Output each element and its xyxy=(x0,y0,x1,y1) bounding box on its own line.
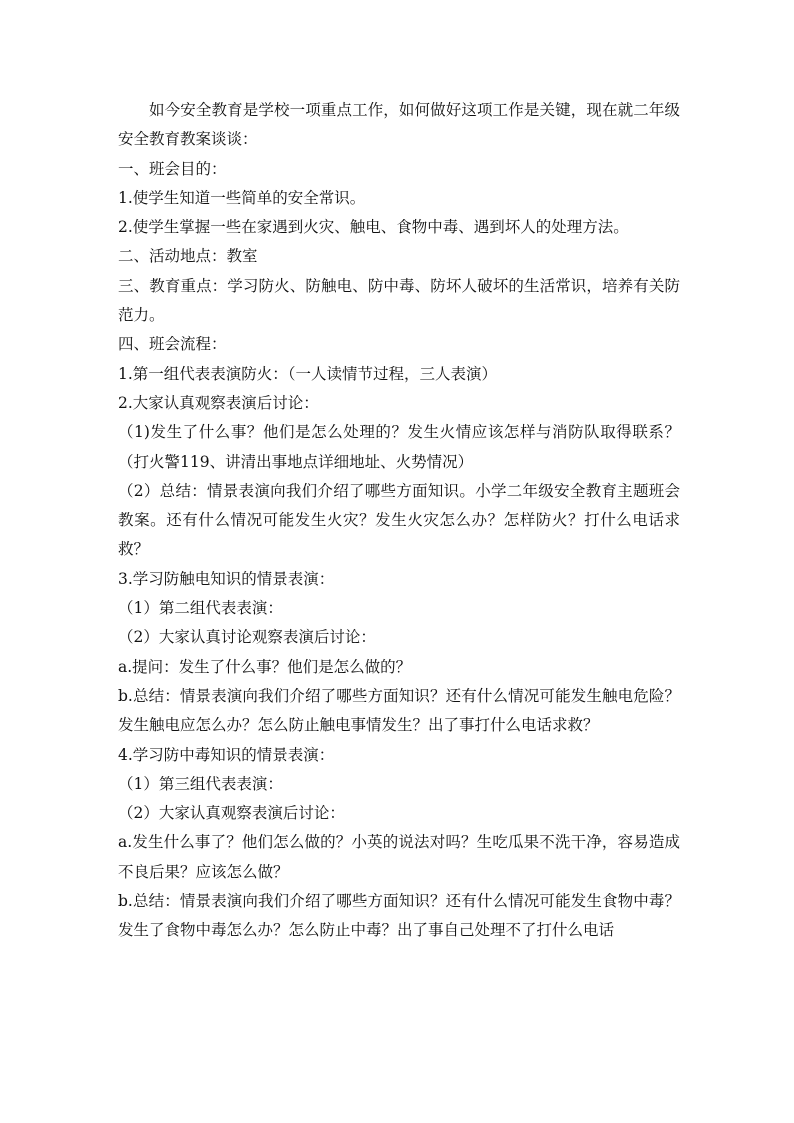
document-body xyxy=(118,96,680,946)
fire-summary: （2）总结：情景表演向我们介绍了哪些方面知识。小学二年级安全教育主题班会教案。还有什么情况可能发生火灾？发生火灾怎么办？怎样防火？打什么电话求救？ xyxy=(118,481,680,559)
electric-step-2: （2）大家认真讨论观察表演后讨论： xyxy=(118,628,376,647)
electric-question: a.提问：发生了什么事？他们是怎么做的？ xyxy=(118,657,412,676)
section-heading-process: 四、班会流程： xyxy=(118,335,227,354)
section-heading-purpose: 一、班会目的： xyxy=(118,159,227,178)
electric-step-1: （1）第二组代表表演： xyxy=(118,599,283,618)
fire-question: （1)发生了什么事？他们是怎么处理的？发生火情应该怎样与消防队取得联系？（打火警119、讲清出事地点详细地址、火势情况） xyxy=(118,423,680,471)
process-item-2: 2.大家认真观察表演后讨论： xyxy=(118,393,319,412)
section-heading-focus: 三、教育重点：学习防火、防触电、防中毒、防坏人破坏的生活常识，培养有关防范力。 xyxy=(118,276,680,325)
intro-paragraph: 如今安全教育是学校一项重点工作，如何做好这项工作是关键，现在就二年级安全教育教案谈谈： xyxy=(118,101,680,149)
section-heading-location: 二、活动地点：教室 xyxy=(118,247,258,266)
process-item-4: 4.学习防中毒知识的情景表演： xyxy=(118,745,335,764)
poison-question: a.发生什么事了？他们怎么做的？小英的说法对吗？生吃瓜果不洗干净，容易造成不良后果？应该怎么做？ xyxy=(118,833,680,881)
electric-summary: b.总结：情景表演向我们介绍了哪些方面知识？还有什么情况可能发生触电危险？发生触电应怎么办？怎么防止触电事情发生？出了事打什么电话求救？ xyxy=(118,686,680,735)
poison-summary: b.总结：情景表演向我们介绍了哪些方面知识？还有什么情况可能发生食物中毒？发生了食物中毒怎么办？怎么防止中毒？出了事自己处理不了打什么电话 xyxy=(118,892,680,940)
purpose-item-1: 1.使学生知道一些简单的安全常识。 xyxy=(118,188,366,207)
purpose-item-2: 2.使学生掌握一些在家遇到火灾、触电、食物中毒、遇到坏人的处理方法。 xyxy=(118,218,629,237)
poison-step-2: （2）大家认真观察表演后讨论： xyxy=(118,804,345,823)
process-item-3: 3.学习防触电知识的情景表演： xyxy=(118,569,335,588)
process-item-1: 1.第一组代表表演防火：（一人读情节过程，三人表演） xyxy=(118,364,498,383)
poison-step-1: （1）第三组代表表演： xyxy=(118,774,283,793)
